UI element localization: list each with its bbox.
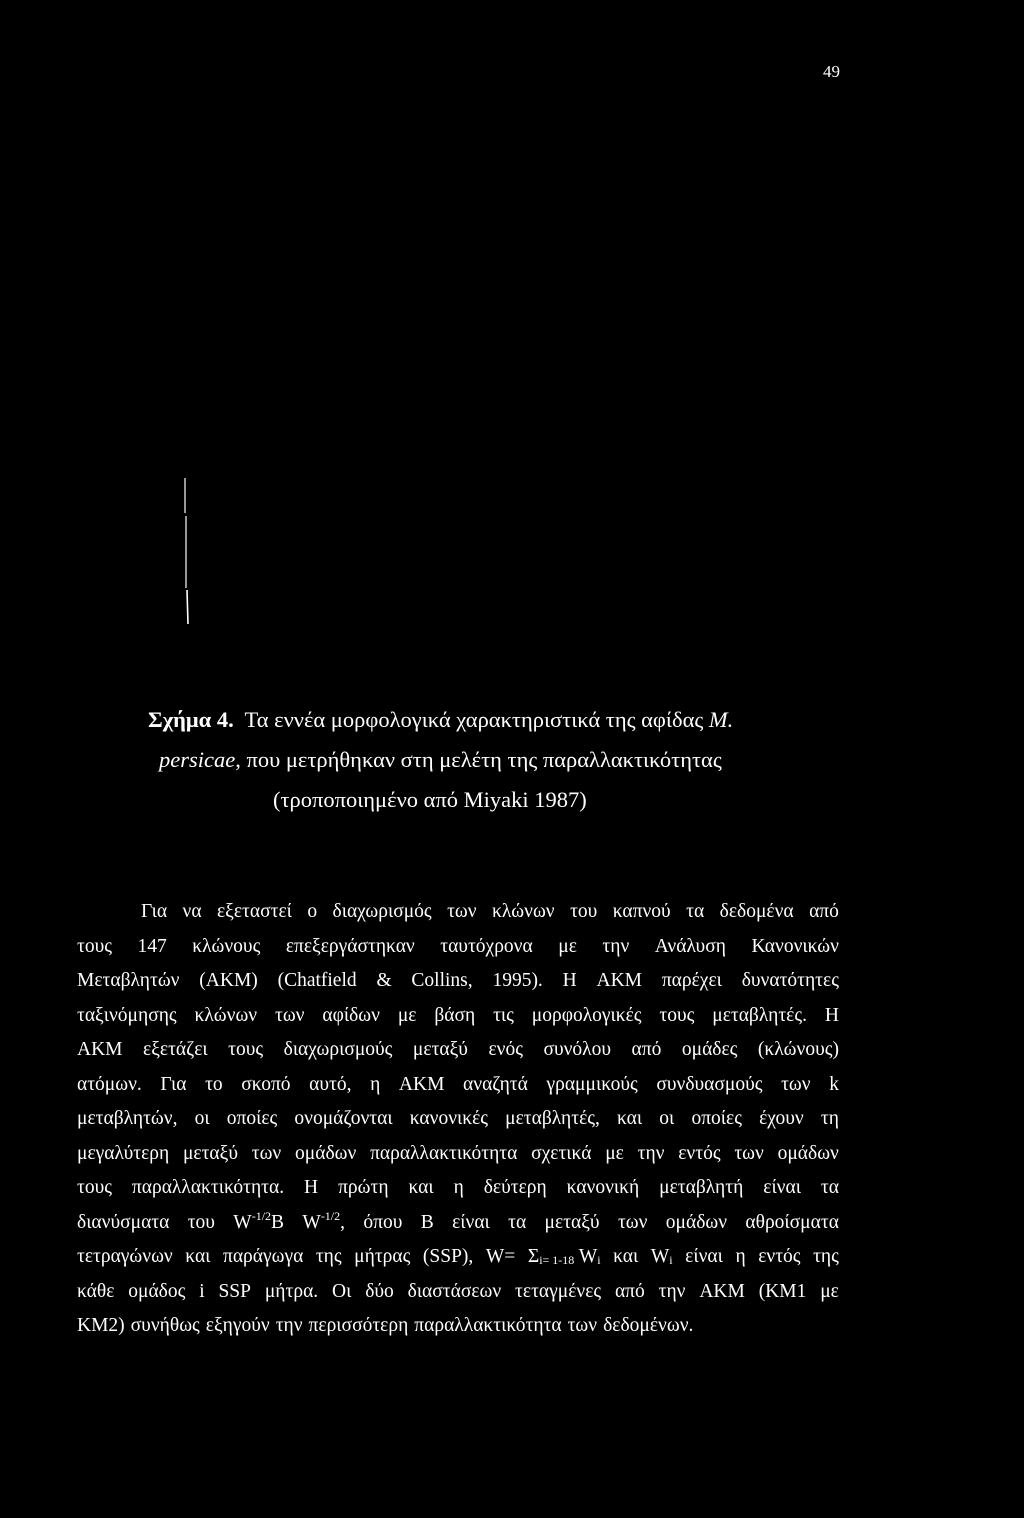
word: του	[570, 901, 598, 922]
word: (Chatfield	[277, 970, 357, 991]
word: ΑΚΜ	[398, 1073, 445, 1095]
word: τους	[77, 935, 112, 957]
word: εντός	[758, 1246, 801, 1267]
word: W=	[485, 1246, 516, 1267]
word: τους	[77, 1177, 112, 1198]
word: συνδυασμούς	[656, 1073, 763, 1095]
matrix-term-w-inverse-sqrt-b: $W^{-1/2}B$	[233, 1208, 285, 1233]
word: των	[781, 1073, 811, 1095]
summation-term: $\Sigma_{i= 1-18}$ $W_i$	[527, 1246, 601, 1267]
word: η	[735, 1246, 746, 1267]
word: Ανάλυση	[654, 935, 726, 957]
word: Κανονικών	[751, 935, 839, 957]
word: διαστάσεων	[407, 1280, 502, 1302]
word: των	[251, 1142, 282, 1164]
word: οι	[659, 1108, 675, 1129]
caption-text-1: Τα εννέα μορφολογικά χαρακτηριστικά της αφίδας	[244, 707, 704, 732]
word: i	[199, 1280, 205, 1302]
word: από	[631, 1039, 662, 1060]
caption-line-2	[159, 740, 868, 780]
word: μήτρα.	[264, 1280, 319, 1302]
word: είναι	[452, 1211, 490, 1233]
caption-label: Σχήμα 4.	[148, 707, 234, 732]
word: μεταξύ	[544, 1211, 600, 1233]
word: αυτό,	[309, 1073, 352, 1095]
word: τις	[493, 1004, 514, 1026]
word: την	[637, 1142, 665, 1164]
word: κανονική	[566, 1177, 640, 1198]
word: Β	[420, 1211, 434, 1233]
word: από	[809, 901, 839, 922]
word: ενός	[488, 1039, 523, 1060]
word: δυνατότητες	[741, 970, 839, 991]
word: τετραγώνων	[77, 1246, 173, 1267]
caption-source: (τροποποιημένο από Miyaki 1987)	[273, 787, 587, 812]
word: ομάδων	[665, 1211, 728, 1233]
word: με	[397, 1004, 417, 1026]
word: είναι	[763, 1177, 801, 1198]
word: τη	[820, 1108, 839, 1129]
word: εξετάζει	[143, 1039, 208, 1060]
word: ταυτόχρονα	[440, 935, 533, 957]
word: μορφολογικές	[531, 1004, 642, 1026]
word: αφίδων	[322, 1004, 380, 1026]
word: των	[734, 1142, 764, 1164]
word: της	[813, 1246, 839, 1267]
word: όπου	[363, 1211, 403, 1233]
word: παρέχει	[661, 970, 722, 991]
word: SSP	[218, 1280, 251, 1302]
word: εξηγούν	[205, 1315, 270, 1336]
word: κάθε	[77, 1280, 115, 1302]
word: των	[275, 1004, 305, 1026]
word: είναι	[685, 1246, 723, 1267]
paragraph-line-7	[77, 1102, 839, 1137]
word: των	[447, 901, 477, 922]
word: μεταβλητές,	[505, 1108, 600, 1129]
word: αναζητά	[463, 1073, 528, 1095]
word: την	[658, 1280, 686, 1302]
word: Μεταβλητών	[77, 970, 180, 991]
word: παράγωγα	[222, 1246, 304, 1267]
word: η	[370, 1073, 381, 1095]
word: ΑΚΜ	[77, 1039, 123, 1060]
word: συνόλου	[543, 1039, 612, 1060]
word: η	[453, 1177, 464, 1198]
word: επεξεργάστηκαν	[285, 935, 415, 957]
word: οι	[194, 1108, 210, 1129]
word: Η	[304, 1177, 319, 1198]
word: και	[408, 1177, 434, 1198]
word: μεταξύ	[182, 1142, 238, 1164]
word: Για	[160, 1073, 187, 1095]
word: ατόμων.	[77, 1073, 142, 1095]
word: δεύτερη	[483, 1177, 547, 1198]
word: ομάδων	[777, 1142, 839, 1164]
word: με	[820, 1280, 839, 1302]
word: πρώτη	[338, 1177, 389, 1198]
word: ομάδων	[295, 1142, 357, 1164]
word: κλώνων	[194, 1004, 258, 1026]
paragraph-line-6	[77, 1068, 839, 1103]
word: &	[376, 970, 392, 991]
word: γραμμικούς	[546, 1073, 638, 1095]
paragraph-line-11	[77, 1240, 839, 1275]
word: από	[614, 1280, 645, 1302]
word: ομάδες	[681, 1039, 738, 1060]
word: (ΚΜ1	[758, 1280, 807, 1302]
word: συνήθως	[130, 1315, 200, 1336]
word: δεδομένων.	[603, 1315, 694, 1336]
word: ο	[307, 901, 318, 922]
word: κλώνων	[492, 901, 555, 922]
word: την	[602, 935, 630, 957]
word: Collins,	[411, 970, 473, 991]
word: Η	[824, 1004, 839, 1026]
matrix-term-w-inverse-sqrt: $W^{-1/2}$,	[302, 1208, 346, 1233]
word: 147	[137, 935, 167, 957]
caption-line-1	[148, 700, 868, 740]
paragraph-lines-tail	[77, 1275, 839, 1310]
word: εξεταστεί	[216, 901, 292, 922]
word: της	[315, 1246, 342, 1267]
paragraph-line-10	[77, 1206, 839, 1241]
paragraph-lines-head	[77, 895, 839, 1206]
paragraph-line-1	[77, 895, 839, 930]
paragraph-last-line	[77, 1309, 839, 1344]
figure-caption	[148, 700, 868, 820]
body-paragraph	[77, 895, 839, 1344]
word: μεταβλητές.	[712, 1004, 807, 1026]
caption-genus: M.	[708, 707, 734, 732]
word: μεταξύ	[412, 1039, 468, 1060]
word: να	[182, 901, 202, 922]
word: Για	[141, 901, 168, 922]
word: παραλλακτικότητα	[370, 1142, 518, 1164]
word: 1995).	[492, 970, 543, 991]
word: ΑΚΜ	[596, 970, 643, 991]
word: με	[605, 1142, 624, 1164]
word: διανύσματα	[77, 1211, 170, 1233]
word: τα	[820, 1177, 839, 1198]
word: κλώνους	[192, 935, 261, 957]
word: ΑΚΜ	[699, 1280, 745, 1302]
word: του	[187, 1211, 215, 1233]
word: αθροίσματα	[745, 1211, 839, 1233]
word: Η	[562, 970, 577, 991]
paragraph-line-12	[77, 1275, 839, 1310]
word: των	[617, 1211, 648, 1233]
word: και	[613, 1246, 639, 1267]
word: και	[617, 1108, 643, 1129]
word: ταξινόμησης	[77, 1004, 177, 1026]
word: βάση	[434, 1004, 476, 1026]
paragraph-line-9	[77, 1171, 839, 1206]
word: με	[558, 935, 577, 957]
paragraph-line-3	[77, 964, 839, 999]
paragraph-line-8	[77, 1137, 839, 1172]
word: διαχωρισμός	[332, 901, 432, 922]
word: και	[185, 1246, 211, 1267]
word: τους	[228, 1039, 264, 1060]
word: ΚΜ2)	[77, 1315, 125, 1336]
word: οποίες	[691, 1108, 742, 1129]
paragraph-line-4	[77, 999, 839, 1034]
word: έχουν	[759, 1108, 804, 1129]
word: ονομάζονται	[294, 1108, 393, 1129]
word: τεταγμένες	[515, 1280, 602, 1302]
paragraph-line-2	[77, 930, 839, 965]
word: εντός	[678, 1142, 721, 1164]
word: των	[567, 1315, 598, 1336]
word: παραλλακτικότητα.	[131, 1177, 285, 1198]
word: παραλλακτικότητα	[414, 1315, 562, 1336]
word: (κλώνους)	[757, 1039, 839, 1060]
word: ομάδος	[128, 1280, 186, 1302]
page-number: 49	[823, 62, 840, 81]
word: δεδομένα	[719, 901, 794, 922]
word: τα	[686, 901, 705, 922]
word: σκοπό	[241, 1073, 291, 1095]
word: (ΑΚΜ)	[199, 970, 258, 991]
word: περισσότερη	[308, 1315, 409, 1336]
caption-species: persicae	[159, 747, 236, 772]
paragraph-line-5	[77, 1033, 839, 1068]
word: οποίες	[226, 1108, 278, 1129]
word: τα	[508, 1211, 527, 1233]
word: μήτρας	[354, 1246, 411, 1267]
word: k	[829, 1073, 839, 1095]
word: μεταβλητή	[659, 1177, 744, 1198]
word: τους	[659, 1004, 695, 1026]
word: διαχωρισμούς	[283, 1039, 393, 1060]
word: καπνού	[612, 901, 671, 922]
word: (SSP),	[422, 1246, 474, 1267]
word: την	[275, 1315, 303, 1336]
word: κανονικές	[409, 1108, 489, 1129]
word: το	[205, 1073, 223, 1095]
figure-remnant-marks	[183, 478, 189, 624]
caption-line-3	[273, 780, 868, 820]
word: μεγαλύτερη	[77, 1142, 170, 1164]
caption-text-2: , που μετρήθηκαν στη μελέτη της παραλλακτικότητας	[235, 747, 722, 772]
matrix-term-wi: $W_i$	[650, 1246, 673, 1267]
word: Οι	[332, 1280, 352, 1302]
word: δύο	[365, 1280, 394, 1302]
word: μεταβλητών,	[77, 1108, 178, 1129]
word: σχετικά	[531, 1142, 592, 1164]
